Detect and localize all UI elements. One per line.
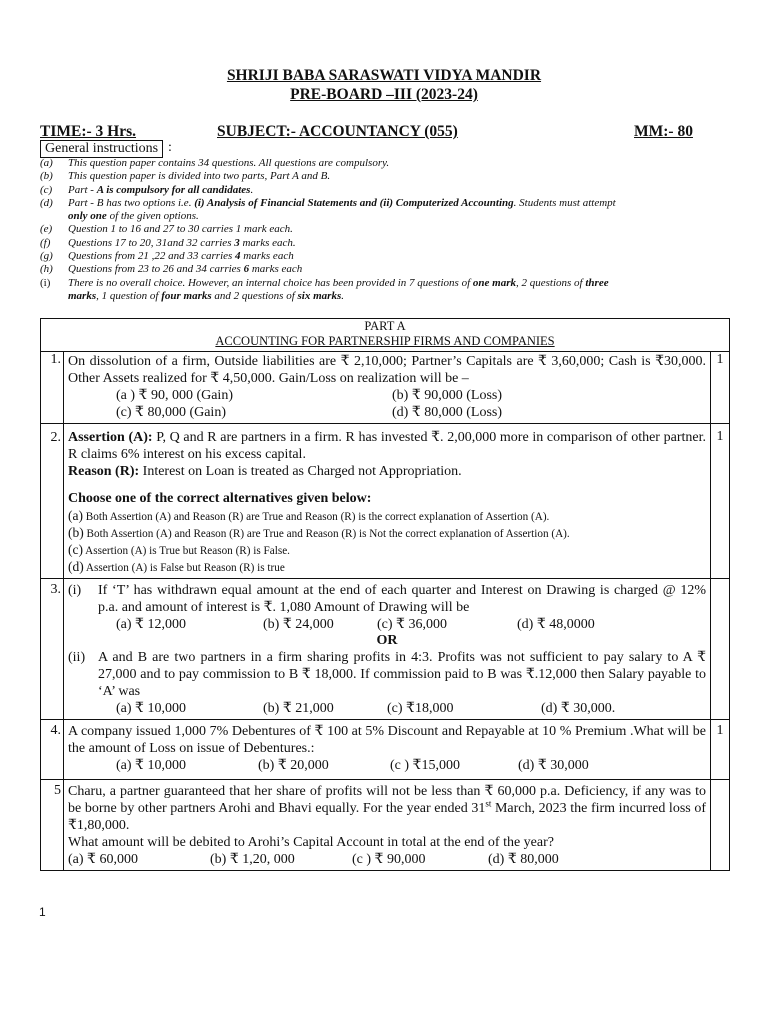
- instruction-item: (b) This question paper is divided into two parts, Part A and B.: [40, 170, 331, 183]
- option-c: (c) ₹ 80,000 (Gain): [116, 405, 226, 420]
- instruction-item: (g) Questions from 21 ,22 and 33 carries 4 marks each: [40, 250, 294, 263]
- instruction-item: (f) Questions 17 to 20, 31and 32 carries 3 marks each.: [40, 236, 296, 249]
- reason-text: Reason (R): Interest on Loan is treated as Charged not Appropriation.: [68, 464, 462, 479]
- option-b: (b) ₹ 21,000: [263, 701, 334, 716]
- instructions-list: [40, 157, 740, 303]
- options-row: [68, 757, 706, 774]
- options-row: [68, 851, 706, 868]
- question-body: [64, 352, 711, 424]
- question-number: 5: [41, 780, 64, 871]
- question-number: 3.: [41, 579, 64, 720]
- instruction-item: (a) This question paper contains 34 questions. All questions are compulsory.: [40, 157, 390, 169]
- instruction-item: (c) Part - A is compulsory for all candidates.: [40, 183, 254, 196]
- option-a: (a ) ₹ 90, 000 (Gain): [116, 388, 233, 403]
- part-header-row: [41, 319, 730, 352]
- option-d: (d) ₹ 30,000: [518, 758, 589, 773]
- question-marks: [711, 579, 730, 720]
- option-b: (b) ₹ 1,20, 000: [210, 852, 295, 867]
- option-a: (a) ₹ 10,000: [116, 701, 186, 716]
- option-d: (d) ₹ 30,000.: [541, 701, 616, 716]
- option-b: (b) ₹ 90,000 (Loss): [392, 388, 503, 403]
- option-b: (b) ₹ 20,000: [258, 758, 329, 773]
- question-row: [41, 720, 730, 780]
- instruction-item: (h) Questions from 23 to 26 and 34 carries 6 marks each: [40, 263, 303, 276]
- school-name: SHRIJI BABA SARASWATI VIDYA MANDIR: [226, 67, 542, 84]
- options-row: [68, 700, 706, 717]
- question-number: 2.: [41, 424, 64, 579]
- question-marks: 1: [711, 720, 730, 780]
- instruction-item: (d) Part - B has two options i.e. (i) Analysis of Financial Statements and (ii) Computerized Accounting. Students must attempt only one of the given options.: [40, 196, 616, 223]
- general-instructions-colon: :: [168, 140, 172, 155]
- assertion-text: Assertion (A): P, Q and R are partners in a firm. R has invested ₹. 2,00,000 more in comparison of other partner. R claims 6% interest on his excess capital.: [68, 430, 706, 462]
- option-d: (d) ₹ 80,000 (Loss): [392, 405, 503, 420]
- sub-question-ii: (ii) A and B are two partners in a firm sharing profits in 4:3. Profits was not sufficient to pay salary to A ₹ 27,000 and to pay commission to B ₹ 18,000. If commission paid to B was ₹.12,000 then Salary payable to ‘A’ was: [68, 650, 706, 699]
- question-number: 4.: [41, 720, 64, 780]
- question-marks: 1: [711, 352, 730, 424]
- option-b: (b) ₹ 24,000: [263, 617, 334, 632]
- option-c: (c) Assertion (A) is True but Reason (R) is False.: [68, 542, 290, 557]
- or-separator: OR: [376, 633, 398, 648]
- question-body: [64, 720, 711, 780]
- options-row: [68, 387, 706, 404]
- question-row: [41, 424, 730, 579]
- question-row: [41, 579, 730, 720]
- question-text: On dissolution of a firm, Outside liabilities are ₹ 2,10,000; Partner’s Capitals are ₹ 3,60,000; Cash is ₹30,000. Other Assets realized for ₹ 4,50,000. Gain/Loss on realization will be –: [68, 354, 706, 386]
- choose-instruction: Choose one of the correct alternatives given below:: [68, 491, 372, 506]
- exam-title: PRE-BOARD –III (2023-24): [290, 86, 478, 103]
- general-instructions-title: General instructions: [40, 140, 163, 158]
- question-body: [64, 424, 711, 579]
- part-title: PART A: [364, 319, 406, 333]
- question-body: [64, 579, 711, 720]
- option-d: (d) ₹ 48,0000: [517, 617, 595, 632]
- question-row: [41, 352, 730, 424]
- option-a: (a) Both Assertion (A) and Reason (R) are True and Reason (R) is the correct explanation of Assertion (A).: [68, 508, 550, 523]
- question-row: [41, 780, 730, 871]
- instruction-item: (e) Question 1 to 16 and 27 to 30 carries 1 mark each.: [40, 223, 293, 236]
- option-c: (c ) ₹15,000: [390, 758, 460, 773]
- subject-label: SUBJECT:- ACCOUNTANCY (055): [217, 123, 458, 140]
- question-text: A company issued 1,000 7% Debentures of ₹ 100 at 5% Discount and Repayable at 10 % Premium .What will be the amount of Loss on issue of Debentures.:: [68, 724, 706, 756]
- option-a: (a) ₹ 10,000: [116, 758, 186, 773]
- option-b: (b) Both Assertion (A) and Reason (R) are True and Reason (R) is Not the correct explanation of Assertion (A).: [68, 525, 570, 540]
- max-marks-label: MM:- 80: [634, 123, 693, 140]
- part-subtitle: ACCOUNTING FOR PARTNERSHIP FIRMS AND COMPANIES: [215, 334, 555, 348]
- questions-table: [40, 318, 730, 871]
- instruction-item: (i) There is no overall choice. However, an internal choice has been provided in 7 questions of one mark, 2 questions of three marks, 1 question of four marks and 2 questions of six marks.: [40, 276, 609, 302]
- question-text: Charu, a partner guaranteed that her share of profits will not be less than ₹ 60,000 p.a. Deficiency, if any was to be borne by other partners Arohi and Bhavi equally. For the year ended 31st March, 2023 the firm incurred loss of ₹1,80,000.: [68, 784, 706, 833]
- option-c: (c) ₹ 36,000: [377, 617, 447, 632]
- option-c: (c ) ₹ 90,000: [352, 852, 426, 867]
- part-header: [41, 319, 730, 352]
- option-c: (c) ₹18,000: [387, 701, 454, 716]
- question-body: [64, 780, 711, 871]
- question-marks: [711, 780, 730, 871]
- option-a: (a) ₹ 12,000: [116, 617, 186, 632]
- question-prompt: What amount will be debited to Arohi’s Capital Account in total at the end of the year?: [68, 835, 554, 850]
- question-marks: 1: [711, 424, 730, 579]
- option-d: (d) Assertion (A) is False but Reason (R) is true: [68, 559, 285, 574]
- time-label: TIME:- 3 Hrs.: [40, 123, 137, 140]
- question-number: 1.: [41, 352, 64, 424]
- option-d: (d) ₹ 80,000: [488, 852, 559, 867]
- options-row: [68, 616, 706, 633]
- options-row: [68, 404, 706, 421]
- sub-question-i: (i) If ‘T’ has withdrawn equal amount at the end of each quarter and Interest on Drawing is charged @ 12% p.a. and amount of interest is ₹. 1,080 Amount of Drawing will be: [68, 583, 706, 615]
- page-number: 1: [39, 905, 46, 919]
- option-a: (a) ₹ 60,000: [68, 852, 138, 867]
